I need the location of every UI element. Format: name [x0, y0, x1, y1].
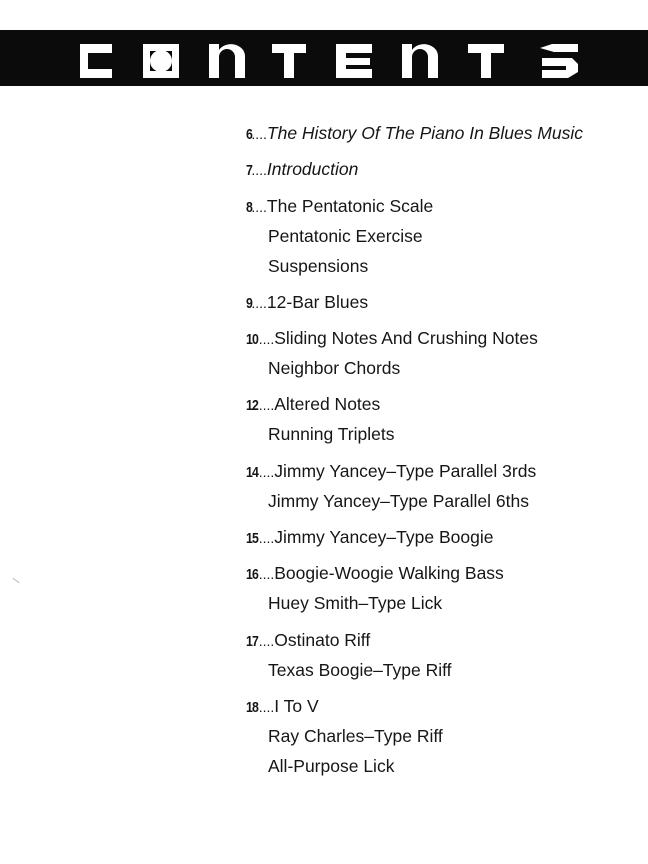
toc-title: Jimmy Yancey–Type Parallel 3rds — [274, 460, 537, 481]
toc-line — [246, 691, 636, 721]
toc-line — [246, 389, 636, 419]
toc-subtitle: Huey Smith–Type Lick — [268, 593, 443, 614]
toc-leader: .... — [251, 294, 267, 311]
toc-title: 12-Bar Blues — [266, 291, 369, 312]
toc-line — [246, 323, 636, 353]
title-letter-o — [143, 40, 179, 78]
toc-entry — [246, 323, 636, 383]
table-of-contents — [246, 118, 636, 787]
toc-line — [246, 625, 636, 655]
toc-entry — [246, 154, 636, 184]
toc-entry — [246, 118, 636, 148]
toc-page-number: 16 — [246, 566, 259, 584]
toc-leader: .... — [258, 463, 275, 480]
toc-title: Boogie-Woogie Walking Bass — [274, 563, 504, 584]
toc-page-number: 18 — [246, 698, 259, 716]
toc-leader: .... — [251, 162, 267, 179]
toc-title: Altered Notes — [274, 394, 381, 415]
toc-subtitle: Ray Charles–Type Riff — [268, 725, 443, 746]
toc-subtitle: Running Triplets — [268, 424, 395, 445]
toc-leader: .... — [258, 698, 275, 715]
toc-entry — [246, 558, 636, 618]
toc-leader: .... — [251, 126, 267, 142]
title-letter-n2 — [402, 44, 438, 78]
toc-entry — [246, 522, 636, 552]
toc-page-number: 7 — [246, 162, 253, 180]
toc-page-number: 6 — [246, 126, 253, 143]
toc-subtitle: Pentatonic Exercise — [268, 225, 423, 246]
toc-leader: .... — [258, 632, 275, 649]
toc-leader: .... — [258, 566, 275, 583]
toc-page-number: 12 — [246, 397, 259, 415]
toc-title: Introduction — [266, 159, 359, 180]
toc-subtitle: Suspensions — [268, 255, 369, 276]
scan-speck — [12, 578, 19, 583]
toc-line — [246, 522, 636, 552]
toc-subtitle: Texas Boogie–Type Riff — [268, 659, 452, 680]
toc-title: The History Of The Piano In Blues Music — [266, 123, 583, 143]
toc-line — [246, 191, 636, 221]
title-letter-c — [80, 44, 112, 78]
toc-entry — [246, 456, 636, 516]
toc-page-number: 8 — [246, 198, 253, 216]
toc-line — [246, 558, 636, 588]
toc-subtitle: All-Purpose Lick — [268, 755, 395, 776]
toc-subtitle: Jimmy Yancey–Type Parallel 6ths — [268, 490, 529, 511]
toc-title: I To V — [274, 695, 319, 716]
toc-leader: .... — [258, 331, 275, 348]
toc-line — [246, 287, 636, 317]
toc-entry — [246, 191, 636, 281]
toc-entry — [246, 625, 636, 685]
toc-leader: .... — [258, 397, 275, 414]
toc-line — [246, 456, 636, 486]
toc-leader: .... — [258, 530, 275, 547]
toc-page-number: 9 — [246, 294, 253, 312]
title-letter-t2 — [468, 44, 504, 78]
toc-entry — [246, 389, 636, 449]
toc-title: Jimmy Yancey–Type Boogie — [274, 527, 494, 548]
toc-title: The Pentatonic Scale — [266, 195, 434, 216]
title-letter-n1 — [209, 44, 245, 78]
title-letter-t1 — [272, 44, 306, 78]
toc-leader: .... — [251, 198, 267, 215]
toc-title: Sliding Notes And Crushing Notes — [274, 328, 538, 349]
toc-page-number: 14 — [246, 463, 259, 481]
toc-line — [246, 154, 636, 184]
toc-page-number: 10 — [246, 331, 259, 349]
toc-title: Ostinato Riff — [274, 629, 371, 650]
contents-title-graphic — [0, 30, 648, 86]
title-letter-e — [336, 44, 372, 78]
toc-page-number: 15 — [246, 530, 259, 548]
toc-entry — [246, 287, 636, 317]
toc-line — [246, 118, 636, 148]
toc-page-number: 17 — [246, 632, 259, 650]
toc-subtitle: Neighbor Chords — [268, 358, 401, 379]
title-letter-s — [540, 44, 578, 78]
toc-entry — [246, 691, 636, 781]
